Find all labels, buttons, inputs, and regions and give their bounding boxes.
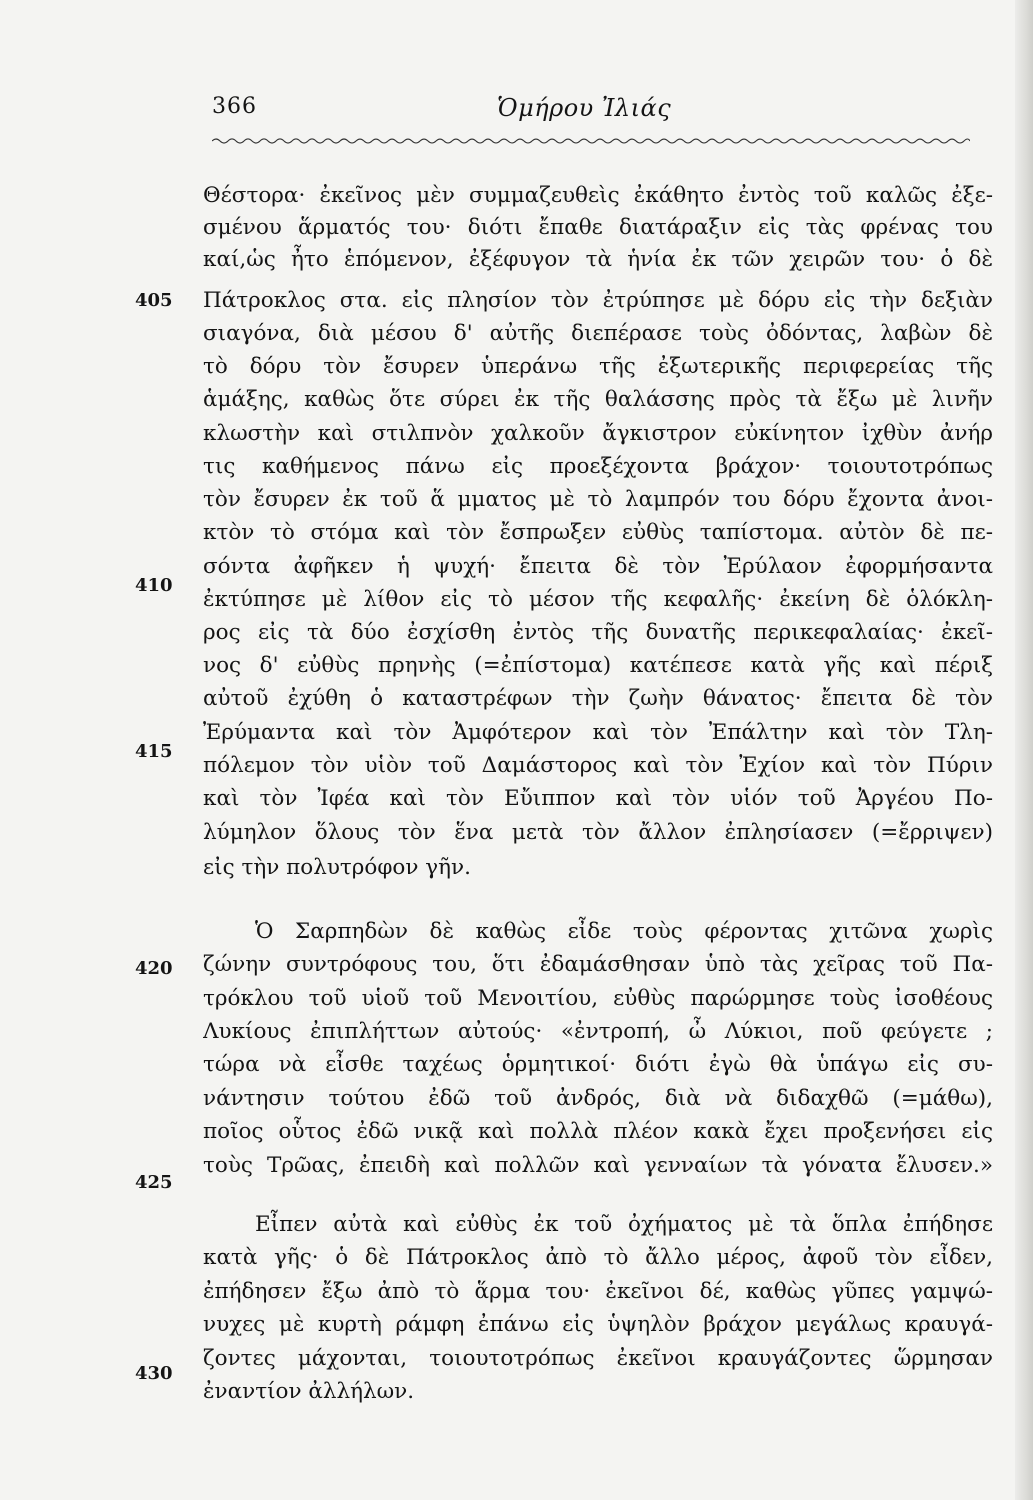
text-line: αὐτοῦ ἐχύθη ὁ καταστρέφων τὴν ζωὴν θάνατος· ἔπειτα δὲ τὸν xyxy=(203,686,993,711)
text-line: Ὁ Σαρπηδὼν δὲ καθὼς εἶδε τοὺς φέροντας χιτῶνα χωρὶς xyxy=(255,919,993,944)
text-line: ἐπήδησεν ἔξω ἀπὸ τὸ ἅρμα του· ἐκεῖνοι δέ, καθὼς γῦπες γαμψώ- xyxy=(203,1279,993,1304)
text-line: Ἐρύμαντα καὶ τὸν Ἀμφότερον καὶ τὸν Ἐπάλτην καὶ τὸν Τλη- xyxy=(203,720,993,745)
text-line: νος δ' εὐθὺς πρηνὴς (=ἐπίστομα) κατέπεσε κατὰ γῆς καὶ πέριξ xyxy=(203,653,993,678)
text-line: ζώνην συντρόφους του, ὅτι ἐδαμάσθησαν ὑπὸ τὰς χεῖρας τοῦ Πα- xyxy=(203,952,993,977)
text-line: τις καθήμενος πάνω εἰς προεξέχοντα βράχον· τοιουτοτρόπως xyxy=(203,454,993,479)
text-line: ἁμάξης, καθὼς ὅτε σύρει ἐκ τῆς θαλάσσης πρὸς τὰ ἔξω μὲ λινῆν xyxy=(203,387,993,412)
line-number: 410 xyxy=(135,575,173,596)
text-line: τοὺς Τρῶας, ἐπειδὴ καὶ πολλῶν καὶ γενναίων τὰ γόνατα ἔλυσεν.» xyxy=(203,1153,993,1178)
page-number: 366 xyxy=(212,94,257,119)
text-line: τώρα νὰ εἶσθε ταχέως ὁρμητικοί· διότι ἐγὼ θὰ ὑπάγω εἰς συ- xyxy=(203,1052,993,1077)
line-number: 420 xyxy=(135,958,173,979)
text-line: λύμηλον ὅλους τὸν ἕνα μετὰ τὸν ἄλλον ἐπλησίασεν (=ἔρριψεν) xyxy=(203,820,993,845)
text-line: κατὰ γῆς· ὁ δὲ Πάτροκλος ἀπὸ τὸ ἄλλο μέρος, ἀφοῦ τὸν εἶδεν, xyxy=(203,1245,993,1270)
line-number: 415 xyxy=(135,741,173,762)
text-line: τρόκλου τοῦ υἱοῦ τοῦ Μενοιτίου, εὐθὺς παρώρμησε τοὺς ἰσοθέους xyxy=(203,986,993,1011)
text-line: Λυκίους ἐπιπλήττων αὐτούς· «ἐντροπή, ὦ Λύκιοι, ποῦ φεύγετε ; xyxy=(203,1019,993,1044)
text-line: ποῖος οὗτος ἐδῶ νικᾷ καὶ πολλὰ πλέον κακὰ ἔχει προξενήσει εἰς xyxy=(203,1119,993,1144)
text-line: καὶ τὸν Ἰφέα καὶ τὸν Εὔιππον καὶ τὸν υἱόν τοῦ Ἀργέου Πο- xyxy=(203,786,993,811)
text-line: εἰς τὴν πολυτρόφον γῆν. xyxy=(203,855,471,880)
text-line: Θέστορα· ἐκεῖνος μὲν συμμαζευθεὶς ἐκάθητο ἐντὸς τοῦ καλῶς ἐξε- xyxy=(203,183,993,208)
text-line: πόλεμον τὸν υἱὸν τοῦ Δαμάστορος καὶ τὸν Ἐχίον καὶ τὸν Πύριν xyxy=(203,753,993,778)
text-line: τὸ δόρυ τὸν ἔσυρεν ὑπεράνω τῆς ἐξωτερικῆς περιφερείας τῆς xyxy=(203,354,993,379)
text-line: ἐναντίον ἀλλήλων. xyxy=(203,1379,415,1404)
text-line: νυχες μὲ κυρτὴ ράμφη ἐπάνω εἰς ὑψηλὸν βράχον μεγάλως κραυγά- xyxy=(203,1312,993,1337)
text-line: σόντα ἀφῆκεν ἡ ψυχή· ἔπειτα δὲ τὸν Ἐρύλαον ἐφορμήσαντα xyxy=(203,554,993,579)
text-line: τὸν ἔσυρεν ἐκ τοῦ ἅ μματος μὲ τὸ λαμπρόν του δόρυ ἔχοντα ἀνοι- xyxy=(203,487,993,512)
text-line: καί,ὡς ἦτο ἑπόμενον, ἐξέφυγον τὰ ἡνία ἐκ τῶν χειρῶν του· ὁ δὲ xyxy=(203,247,993,272)
line-number: 405 xyxy=(135,290,173,311)
text-line: κλωστὴν καὶ στιλπνὸν χαλκοῦν ἄγκιστρον εὐκίνητον ἰχθὺν ἀνήρ xyxy=(203,421,993,446)
text-line: ρος εἰς τὰ δύο ἐσχίσθη ἐντὸς τῆς δυνατῆς περικεφαλαίας· ἐκεῖ- xyxy=(203,620,993,645)
line-number: 425 xyxy=(135,1172,173,1193)
text-line: σμένου ἅρματός του· διότι ἔπαθε διατάραξιν εἰς τὰς φρένας του xyxy=(203,215,993,240)
running-title: Ὁμήρου Ἰλιάς xyxy=(497,94,672,122)
text-line: ζοντες μάχονται, τοιουτοτρόπως ἐκεῖνοι κραυγάζοντες ὥρμησαν xyxy=(203,1346,993,1371)
text-line: σιαγόνα, διὰ μέσου δ' αὐτῆς διεπέρασε τοὺς ὀδόντας, λαβὼν δὲ xyxy=(203,321,993,346)
text-line: Πάτροκλος στα. εἰς πλησίον τὸν ἐτρύπησε μὲ δόρυ εἰς τὴν δεξιὰν xyxy=(203,288,993,313)
text-line: ἐκτύπησε μὲ λίθον εἰς τὸ μέσον τῆς κεφαλῆς· ἐκείνη δὲ ὁλόκλη- xyxy=(203,587,993,612)
text-line: Εἶπεν αὐτὰ καὶ εὐθὺς ἐκ τοῦ ὀχήματος μὲ τὰ ὅπλα ἐπήδησε xyxy=(255,1212,993,1237)
text-line: νάντησιν τούτου ἐδῶ τοῦ ἀνδρός, διὰ νὰ διδαχθῶ (=μάθω), xyxy=(203,1086,993,1111)
text-line: κτὸν τὸ στόμα καὶ τὸν ἔσπρωξεν εὐθὺς ταπίστομα. αὐτὸν δὲ πε- xyxy=(203,520,993,545)
line-number: 430 xyxy=(135,1363,173,1384)
